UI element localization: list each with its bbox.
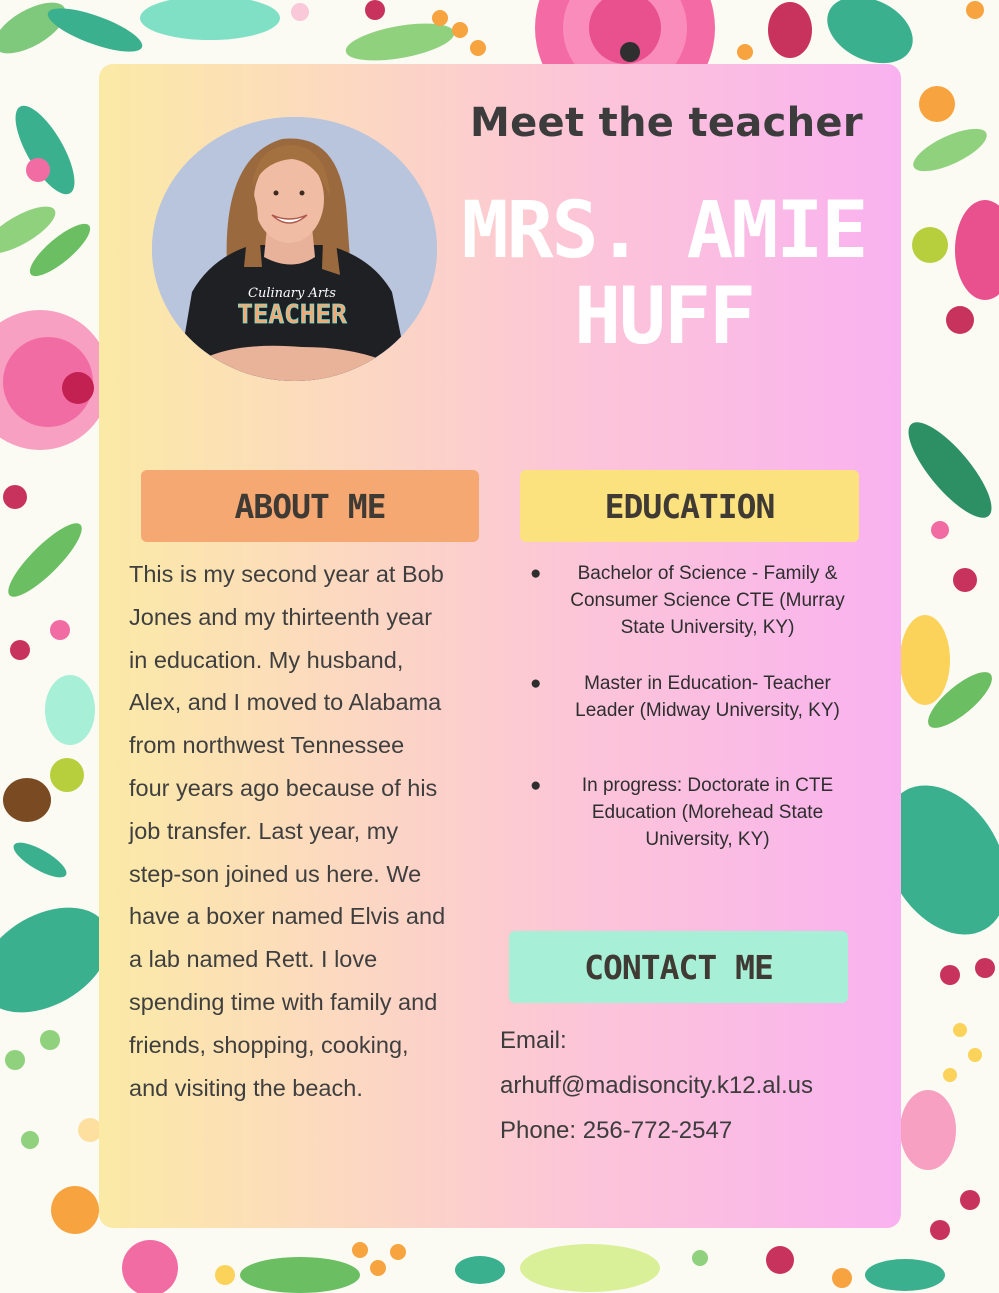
berry-icon — [122, 1240, 178, 1293]
about-line: friends, shopping, cooking, — [129, 1031, 409, 1058]
leaf-icon — [9, 836, 71, 883]
berry-icon — [390, 1244, 406, 1260]
teacher-name-line2: HUFF — [574, 272, 754, 362]
about-line: and visiting the beach. — [129, 1074, 363, 1101]
berry-icon — [352, 1242, 368, 1258]
education-item-line: Leader (Midway University, KY) — [575, 700, 840, 721]
berry-icon — [930, 1220, 950, 1240]
flower-icon — [900, 615, 950, 705]
berry-icon — [919, 86, 955, 122]
contact-me-heading: CONTACT ME — [509, 931, 848, 1003]
berry-icon — [766, 1246, 794, 1274]
leaf-icon — [865, 1259, 945, 1291]
dot-icon — [943, 1068, 957, 1082]
dot-icon — [931, 521, 949, 539]
intro-heading: Meet the teacher — [470, 100, 863, 146]
about-line: spending time with family and — [129, 988, 438, 1015]
bullet-icon: ● — [530, 673, 542, 694]
berry-icon — [946, 306, 974, 334]
teacher-name-line1: MRS. AMIE — [461, 186, 867, 276]
about-line: have a boxer named Elvis and — [129, 903, 446, 930]
dot-icon — [953, 1023, 967, 1037]
leaf-icon — [896, 411, 999, 529]
about-line: four years ago because of his — [129, 774, 438, 801]
about-line: This is my second year at Bob — [129, 561, 444, 587]
berry-icon — [10, 640, 30, 660]
bullet-icon: ● — [530, 563, 542, 584]
about-line: a lab named Rett. I love — [129, 946, 378, 973]
leaf-icon — [45, 675, 95, 745]
about-me-heading: ABOUT ME — [141, 470, 479, 542]
dot-icon — [50, 620, 70, 640]
email-address[interactable]: arhuff@madisoncity.k12.al.us — [500, 1072, 813, 1099]
berry-icon — [737, 44, 753, 60]
berry-icon — [50, 758, 84, 792]
seed-icon — [3, 778, 51, 822]
flower-icon — [955, 200, 999, 300]
leaf-icon — [43, 0, 147, 60]
phone-number[interactable]: Phone: 256-772-2547 — [500, 1117, 733, 1144]
berry-icon — [940, 965, 960, 985]
about-line: Alex, and I moved to Alabama — [129, 689, 442, 716]
dot-icon — [291, 3, 309, 21]
education-item-line: State University, KY) — [620, 617, 795, 638]
education-item-line: In progress: Doctorate in CTE — [581, 775, 834, 796]
shirt-text-main: TEACHER — [237, 300, 347, 330]
about-me-text — [129, 553, 494, 1109]
berry-icon — [966, 1, 984, 19]
leaf-icon — [240, 1257, 360, 1293]
education-item-line: Education (Morehead State — [591, 802, 824, 823]
berry-icon — [832, 1268, 852, 1288]
flower-icon — [900, 1090, 956, 1170]
petal-icon — [768, 2, 812, 58]
dot-icon — [5, 1050, 25, 1070]
leaf-icon — [908, 120, 992, 179]
berry-icon — [975, 958, 995, 978]
dot-icon — [26, 158, 50, 182]
shirt-text-top: Culinary Arts — [248, 286, 336, 301]
dot-icon — [21, 1131, 39, 1149]
berry-icon — [960, 1190, 980, 1210]
leaf-icon — [0, 515, 90, 606]
berry-icon — [51, 1186, 99, 1234]
berry-icon — [3, 485, 27, 509]
education-item — [520, 670, 865, 724]
dot-icon — [692, 1250, 708, 1266]
leaf-icon — [140, 0, 280, 40]
about-line: job transfer. Last year, my — [129, 817, 399, 844]
education-item-line: University, KY) — [645, 829, 770, 850]
education-item — [520, 772, 865, 853]
education-item-line: Bachelor of Science - Family & — [577, 563, 838, 584]
leaf-icon — [455, 1256, 505, 1284]
leaf-icon — [520, 1244, 660, 1292]
berry-icon — [452, 22, 468, 38]
berry-icon — [953, 568, 977, 592]
leaf-icon — [4, 98, 85, 203]
berry-icon — [365, 0, 385, 20]
education-item-line: Consumer Science CTE (Murray — [570, 590, 845, 611]
dot-icon — [40, 1030, 60, 1050]
berry-icon — [470, 40, 486, 56]
dot-icon — [215, 1265, 235, 1285]
contact-info — [500, 1018, 890, 1153]
email-label: Email: — [500, 1027, 567, 1054]
dot-icon — [968, 1048, 982, 1062]
pink-rose-left — [0, 310, 110, 450]
education-heading: EDUCATION — [520, 470, 859, 542]
about-line: Jones and my thirteenth year — [129, 603, 433, 630]
about-line: from northwest Tennessee — [129, 732, 405, 759]
about-line: step-son joined us here. We — [129, 860, 422, 887]
education-item-line: Master in Education- Teacher — [584, 673, 831, 694]
bullet-icon: ● — [530, 775, 542, 796]
berry-icon — [432, 10, 448, 26]
berry-icon — [912, 227, 948, 263]
berry-icon — [370, 1260, 386, 1276]
teacher-photo — [152, 117, 437, 381]
education-item — [520, 560, 865, 641]
teacher-name — [436, 188, 892, 360]
about-line: in education. My husband, — [129, 646, 404, 673]
